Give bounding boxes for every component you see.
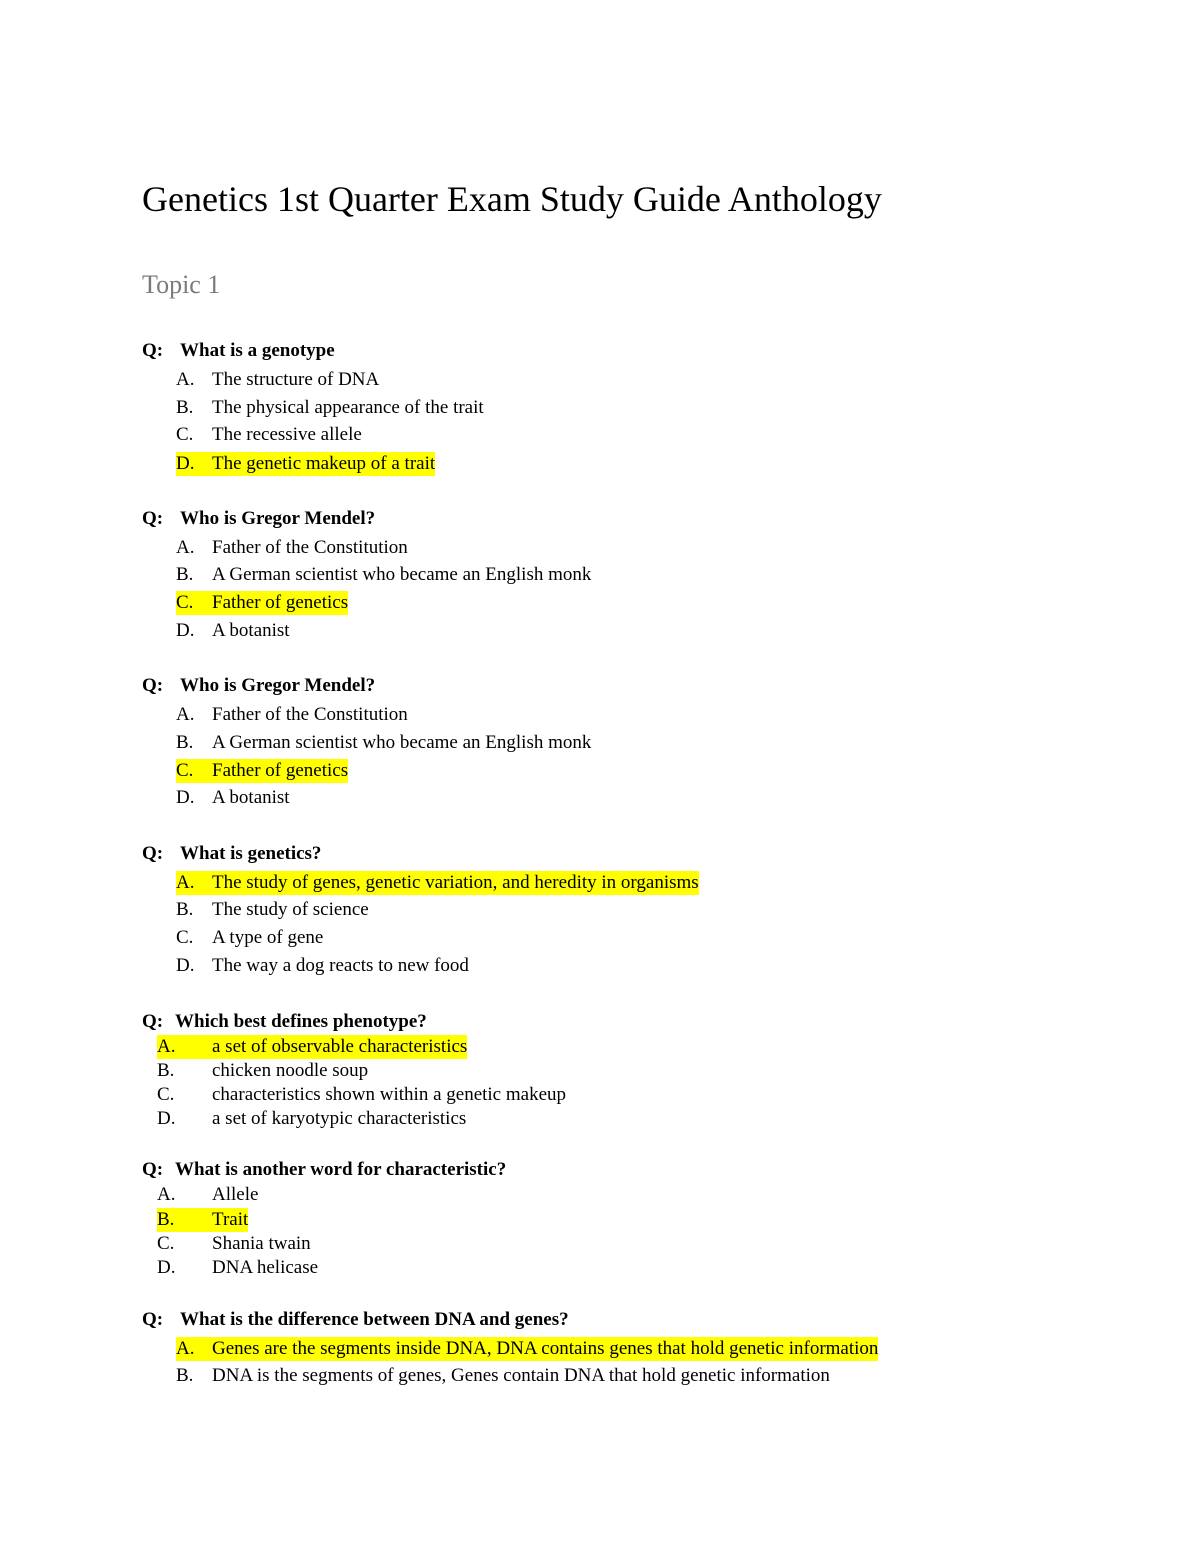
- option-text: a set of observable characteristics: [212, 1036, 468, 1057]
- document-title: Genetics 1st Quarter Exam Study Guide Anthology: [142, 179, 882, 219]
- option-text: The recessive allele: [212, 424, 362, 445]
- option-text: Allele: [212, 1184, 259, 1205]
- question: [142, 675, 375, 697]
- question: [142, 843, 321, 865]
- question-text: What is another word for characteristic?: [175, 1159, 507, 1180]
- option-text: The study of genes, genetic variation, and heredity in organisms: [212, 872, 699, 893]
- option-letter: A.: [176, 537, 195, 558]
- answer-option: [157, 1059, 368, 1083]
- option-text: Father of genetics: [212, 760, 349, 781]
- option-letter: D.: [157, 1257, 176, 1278]
- option-text: DNA is the segments of genes, Genes contain DNA that hold genetic information: [212, 1365, 830, 1386]
- option-letter: B.: [176, 732, 194, 753]
- option-letter: B.: [176, 899, 194, 920]
- answer-option: [176, 898, 369, 922]
- question-text: What is a genotype: [180, 340, 335, 361]
- question: [142, 1159, 506, 1181]
- answer-option-highlighted: [176, 452, 435, 476]
- answer-option-highlighted: [157, 1035, 467, 1059]
- question: [142, 1309, 569, 1331]
- answer-option: [157, 1083, 566, 1107]
- option-letter: B.: [176, 397, 194, 418]
- option-text: a set of karyotypic characteristics: [212, 1108, 467, 1129]
- option-letter: C.: [176, 760, 194, 781]
- option-letter: A.: [176, 704, 195, 725]
- option-text: Father of the Constitution: [212, 537, 408, 558]
- answer-option: [157, 1107, 466, 1131]
- option-letter: A.: [176, 1338, 195, 1359]
- option-letter: A.: [176, 872, 195, 893]
- option-letter: A.: [176, 369, 195, 390]
- answer-option: [176, 926, 323, 950]
- option-letter: C.: [157, 1084, 175, 1105]
- option-letter: B.: [176, 564, 194, 585]
- option-letter: D.: [176, 620, 195, 641]
- question-text: Which best defines phenotype?: [175, 1011, 427, 1032]
- option-text: A German scientist who became an English monk: [212, 564, 592, 585]
- option-letter: B.: [157, 1060, 175, 1081]
- question-prefix: Q:: [142, 1011, 164, 1032]
- option-letter: D.: [176, 787, 195, 808]
- question-text: What is genetics?: [180, 843, 322, 864]
- question: [142, 340, 335, 362]
- question-prefix: Q:: [142, 340, 164, 361]
- option-letter: A.: [157, 1036, 176, 1057]
- answer-option-highlighted: [176, 871, 699, 895]
- question-text: Who is Gregor Mendel?: [180, 508, 376, 529]
- question: [142, 508, 375, 530]
- topic-heading: Topic 1: [142, 270, 221, 299]
- option-text: The study of science: [212, 899, 369, 920]
- answer-option: [157, 1232, 311, 1256]
- answer-option: [176, 703, 408, 727]
- option-text: DNA helicase: [212, 1257, 319, 1278]
- option-text: chicken noodle soup: [212, 1060, 369, 1081]
- question-prefix: Q:: [142, 1159, 164, 1180]
- question-prefix: Q:: [142, 1309, 164, 1330]
- option-letter: C.: [157, 1233, 175, 1254]
- answer-option: [176, 368, 379, 392]
- option-text: A type of gene: [212, 927, 324, 948]
- answer-option: [176, 396, 484, 420]
- option-letter: A.: [157, 1184, 176, 1205]
- option-text: The genetic makeup of a trait: [212, 453, 436, 474]
- answer-option: [157, 1256, 318, 1280]
- answer-option: [176, 619, 290, 643]
- answer-option: [176, 1364, 830, 1388]
- answer-option-highlighted: [176, 591, 348, 615]
- question-text: What is the difference between DNA and genes?: [180, 1309, 569, 1330]
- option-letter: D.: [176, 453, 195, 474]
- question-text: Who is Gregor Mendel?: [180, 675, 376, 696]
- option-letter: C.: [176, 927, 194, 948]
- answer-option: [176, 731, 591, 755]
- question-prefix: Q:: [142, 508, 164, 529]
- option-text: Shania twain: [212, 1233, 311, 1254]
- option-text: The way a dog reacts to new food: [212, 955, 469, 976]
- answer-option: [176, 423, 362, 447]
- option-text: Father of genetics: [212, 592, 349, 613]
- option-letter: B.: [157, 1209, 175, 1230]
- question-prefix: Q:: [142, 843, 164, 864]
- option-text: The structure of DNA: [212, 369, 380, 390]
- option-letter: C.: [176, 424, 194, 445]
- option-letter: D.: [176, 955, 195, 976]
- question-prefix: Q:: [142, 675, 164, 696]
- option-text: Genes are the segments inside DNA, DNA contains genes that hold genetic information: [212, 1338, 879, 1359]
- option-text: characteristics shown within a genetic makeup: [212, 1084, 567, 1105]
- answer-option-highlighted: [176, 759, 348, 783]
- option-letter: B.: [176, 1365, 194, 1386]
- option-text: The physical appearance of the trait: [212, 397, 484, 418]
- answer-option: [176, 563, 591, 587]
- answer-option-highlighted: [157, 1208, 248, 1232]
- question: [142, 1011, 427, 1033]
- answer-option: [157, 1183, 258, 1207]
- option-text: A botanist: [212, 787, 290, 808]
- answer-option: [176, 954, 469, 978]
- answer-option: [176, 536, 408, 560]
- option-text: Father of the Constitution: [212, 704, 408, 725]
- answer-option: [176, 786, 290, 810]
- option-text: A German scientist who became an English monk: [212, 732, 592, 753]
- answer-option-highlighted: [176, 1337, 878, 1361]
- option-text: A botanist: [212, 620, 290, 641]
- option-text: Trait: [212, 1209, 249, 1230]
- option-letter: C.: [176, 592, 194, 613]
- option-letter: D.: [157, 1108, 176, 1129]
